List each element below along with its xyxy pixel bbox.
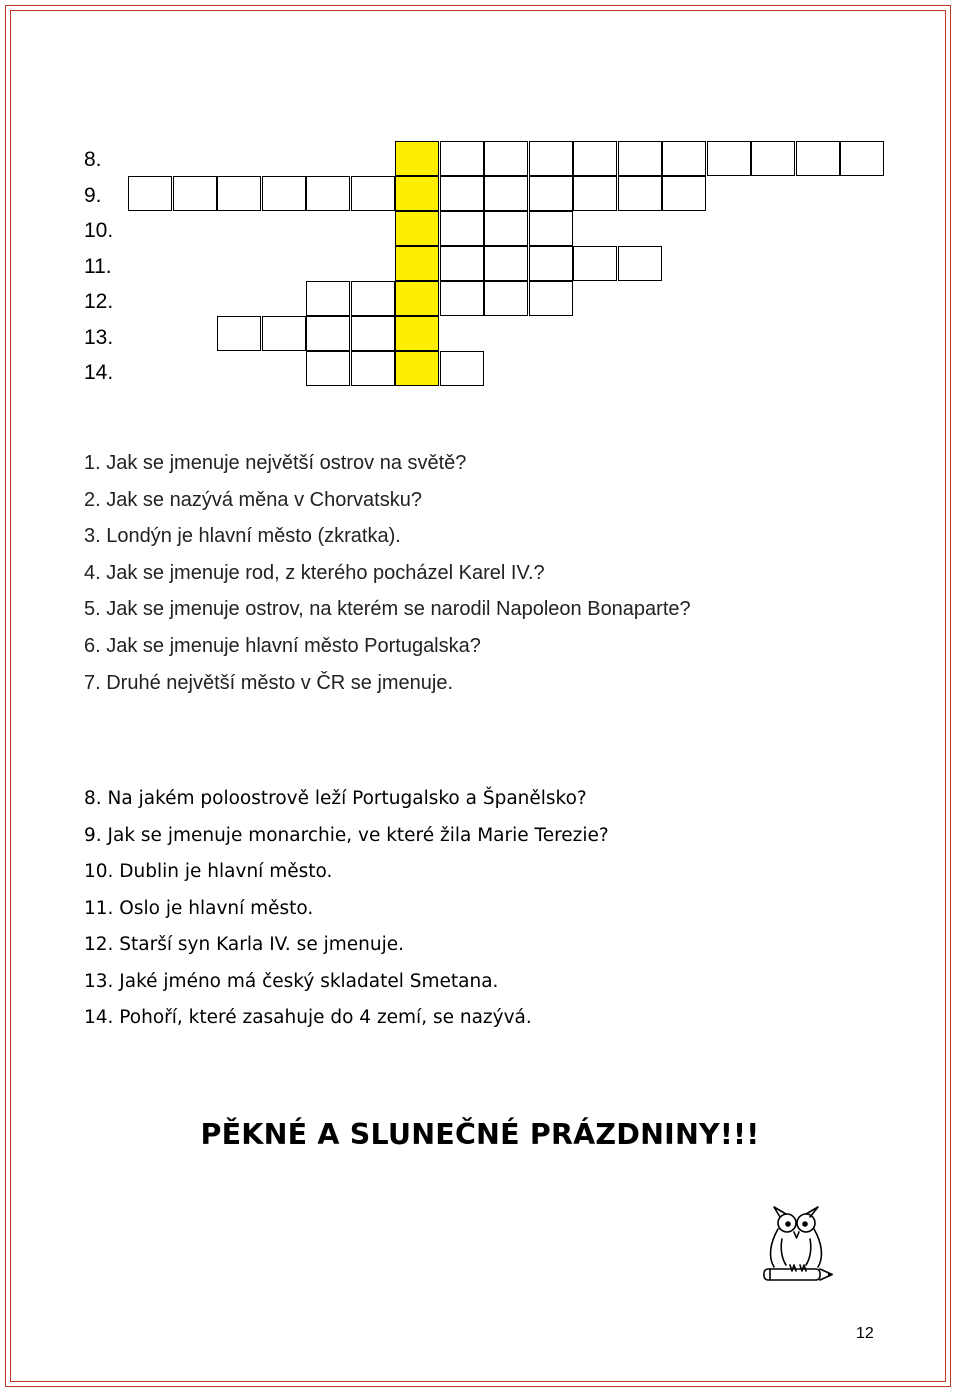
crossword-row-number: 9.: [84, 183, 102, 207]
crossword-cell[interactable]: [573, 141, 617, 176]
closing-title: PĚKNÉ A SLUNEČNÉ PRÁZDNINY!!!: [200, 1118, 760, 1151]
crossword-cell[interactable]: [351, 351, 395, 386]
crossword-cell[interactable]: [440, 176, 484, 211]
clue-list-2: [84, 781, 609, 1037]
crossword-cell[interactable]: [440, 246, 484, 281]
crossword-cell[interactable]: [707, 141, 751, 176]
crossword-cell[interactable]: [529, 281, 573, 316]
owl-pencil-icon: [752, 1205, 842, 1287]
clue-item: 6. Jak se jmenuje hlavní město Portugalska?: [84, 634, 481, 657]
crossword-cell[interactable]: [529, 246, 573, 281]
crossword-row-number: 14.: [84, 361, 114, 384]
clue-list-1: [84, 445, 691, 701]
crossword-cell[interactable]: [484, 281, 528, 316]
clue-item: 12. Starší syn Karla IV. se jmenuje.: [84, 934, 404, 955]
crossword-cell[interactable]: [484, 246, 528, 281]
crossword-row-number: 8.: [84, 148, 102, 171]
crossword-cell[interactable]: [751, 141, 795, 176]
crossword-row-number: 13.: [84, 325, 114, 349]
crossword-cell[interactable]: [796, 141, 840, 176]
clue-item: 5. Jak se jmenuje ostrov, na kterém se narodil Napoleon Bonaparte?: [84, 598, 691, 621]
crossword-cell[interactable]: [351, 316, 395, 351]
crossword-key-cell[interactable]: [395, 141, 439, 176]
crossword-cell[interactable]: [217, 316, 261, 351]
clue-item: 11. Oslo je hlavní město.: [84, 897, 314, 919]
clue-item: 1. Jak se jmenuje největší ostrov na světě?: [84, 452, 467, 474]
crossword-cell[interactable]: [306, 176, 350, 211]
clue-item: 10. Dublin je hlavní město.: [84, 861, 333, 882]
crossword-cell[interactable]: [618, 176, 662, 211]
crossword-cell[interactable]: [529, 176, 573, 211]
crossword-cell[interactable]: [440, 141, 484, 176]
crossword-key-cell[interactable]: [395, 211, 439, 246]
crossword-cell[interactable]: [306, 351, 350, 386]
crossword-row-number: 11.: [84, 254, 112, 278]
crossword-cell[interactable]: [662, 176, 706, 211]
clue-item: 14. Pohoří, které zasahuje do 4 zemí, se nazývá.: [84, 1007, 532, 1028]
crossword-cell[interactable]: [573, 246, 617, 281]
crossword-cell[interactable]: [484, 211, 528, 246]
crossword-cell[interactable]: [440, 351, 484, 386]
crossword-cell[interactable]: [618, 141, 662, 176]
crossword-cell[interactable]: [440, 281, 484, 316]
crossword-cell[interactable]: [529, 141, 573, 176]
crossword-cell[interactable]: [662, 141, 706, 176]
crossword-cell[interactable]: [840, 141, 884, 176]
crossword-cell[interactable]: [529, 211, 573, 246]
crossword-row-numbers: [84, 145, 113, 394]
crossword-cell[interactable]: [484, 176, 528, 211]
crossword-cell[interactable]: [351, 176, 395, 211]
crossword-cell[interactable]: [573, 176, 617, 211]
clue-item: 4. Jak se jmenuje rod, z kterého pocházel Karel IV.?: [84, 561, 545, 584]
clue-item: 13. Jaké jméno má český skladatel Smetana.: [84, 970, 499, 992]
clue-item: 8. Na jakém poloostrově leží Portugalsko a Španělsko?: [84, 788, 587, 809]
crossword-key-cell[interactable]: [395, 176, 439, 211]
crossword-key-cell[interactable]: [395, 281, 439, 316]
crossword-cell[interactable]: [440, 211, 484, 246]
crossword-cell[interactable]: [217, 176, 261, 211]
crossword-cell[interactable]: [306, 316, 350, 351]
clue-item: 3. Londýn je hlavní město (zkratka).: [84, 525, 401, 548]
crossword-cell[interactable]: [351, 281, 395, 316]
crossword-cell[interactable]: [262, 316, 306, 351]
crossword-key-cell[interactable]: [395, 351, 439, 386]
clue-item: 7. Druhé největší město v ČR se jmenuje.: [84, 671, 454, 694]
crossword-cell[interactable]: [484, 141, 528, 176]
crossword-cell[interactable]: [262, 176, 306, 211]
crossword-cell[interactable]: [306, 281, 350, 316]
page-number: 12: [856, 1325, 874, 1342]
crossword-key-cell[interactable]: [395, 316, 439, 351]
crossword-row-number: 10.: [84, 219, 114, 242]
clue-item: 9. Jak se jmenuje monarchie, ve které žila Marie Terezie?: [84, 824, 609, 846]
crossword-cell[interactable]: [618, 246, 662, 281]
clue-item: 2. Jak se nazývá měna v Chorvatsku?: [84, 488, 422, 511]
crossword-row-number: 12.: [84, 290, 114, 313]
crossword-cell[interactable]: [128, 176, 172, 211]
crossword-key-cell[interactable]: [395, 246, 439, 281]
crossword-cell[interactable]: [173, 176, 217, 211]
